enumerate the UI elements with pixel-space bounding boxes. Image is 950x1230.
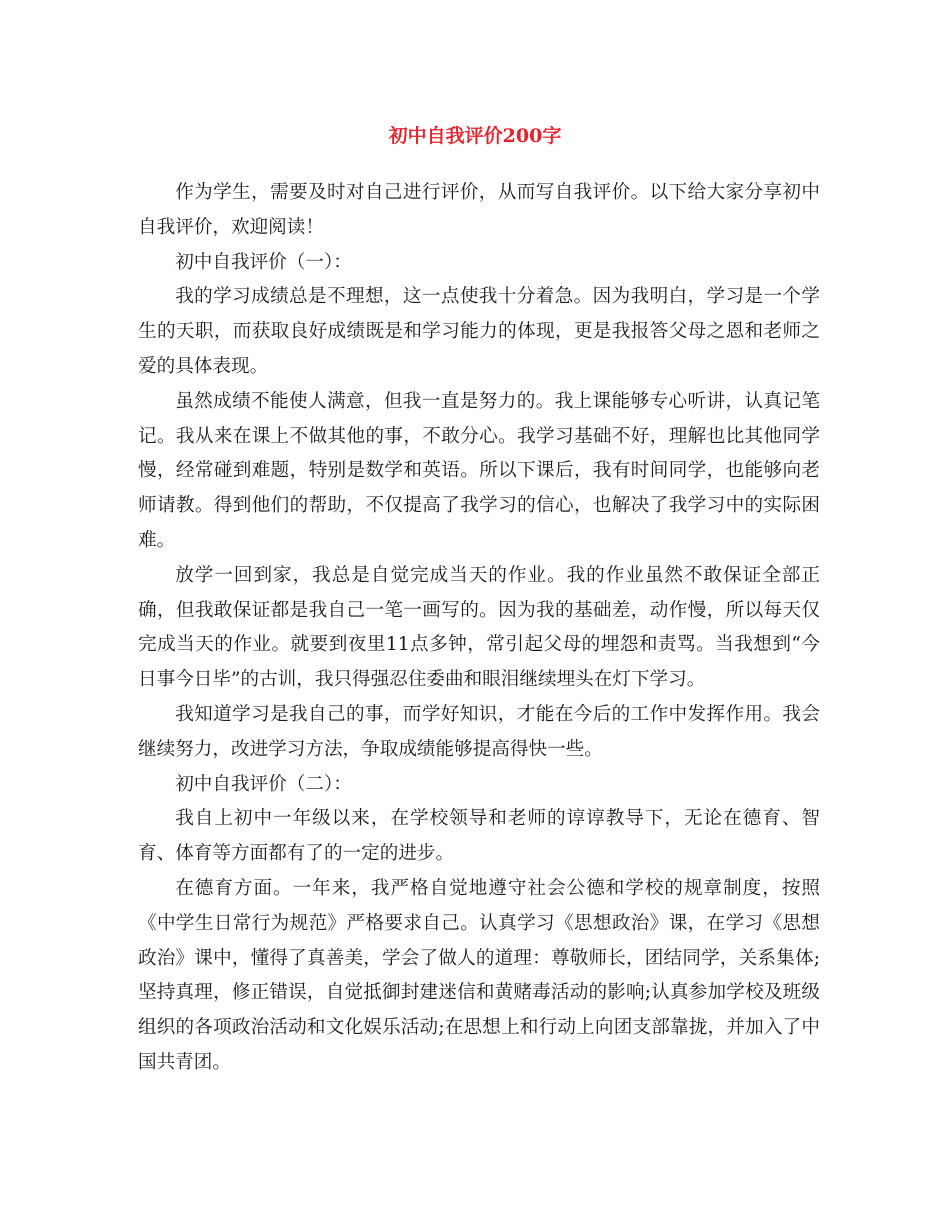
paragraph: 我的学习成绩总是不理想，这一点使我十分着急。因为我明白，学习是一个学生的天职，而获取良好成绩既是和学习能力的体现，更是我报答父母之恩和老师之爱的具体表现。 [138, 286, 820, 377]
paragraph: 我自上初中一年级以来，在学校领导和老师的谆谆教导下，无论在德育、智育、体育等方面都有了的一定的进步。 [138, 808, 820, 865]
paragraph: 虽然成绩不能使人满意，但我一直是努力的。我上课能够专心听讲，认真记笔记。我从来在课上不做其他的事，不敢分心。我学习基础不好，理解也比其他同学慢，经常碰到难题，特别是数学和英语。所以下课后，我有时间同学，也能够向老师请教。得到他们的帮助，不仅提高了我学习的信心，也解决了我学习中的实际困难。 [138, 390, 820, 551]
document-body [138, 176, 820, 1081]
section-heading-2: 初中自我评价（二）： [175, 773, 352, 795]
paragraph-intro: 作为学生，需要及时对自己进行评价，从而写自我评价。以下给大家分享初中自我评价，欢迎阅读！ [138, 182, 820, 238]
document-title: 初中自我评价200字 [388, 125, 562, 147]
paragraph: 在德育方面。一年来，我严格自觉地遵守社会公德和学校的规章制度，按照《中学生日常行为规范》严格要求自己。认真学习《思想政治》课，在学习《思想政治》课中，懂得了真善美，学会了做人的道理：尊敬师长，团结同学，关系集体;坚持真理，修正错误，自觉抵御封建迷信和黄赌毒活动的影响;认真参加学校及班级组织的各项政治活动和文化娱乐活动;在思想上和行动上向团支部靠拢，并加入了中国共青团。 [138, 877, 820, 1073]
paragraph: 放学一回到家，我总是自觉完成当天的作业。我的作业虽然不敢保证全部正确，但我敢保证都是我自己一笔一画写的。因为我的基础差，动作慢，所以每天仅完成当天的作业。就要到夜里11点多钟，常引起父母的埋怨和责骂。当我想到“今日事今日毕”的古训，我只得强忍住委曲和眼泪继续埋头在灯下学习。 [138, 564, 820, 691]
paragraph: 我知道学习是我自己的事，而学好知识，才能在今后的工作中发挥作用。我会继续努力，改进学习方法，争取成绩能够提高得快一些。 [138, 703, 820, 760]
section-heading-1: 初中自我评价（一）： [175, 251, 352, 273]
